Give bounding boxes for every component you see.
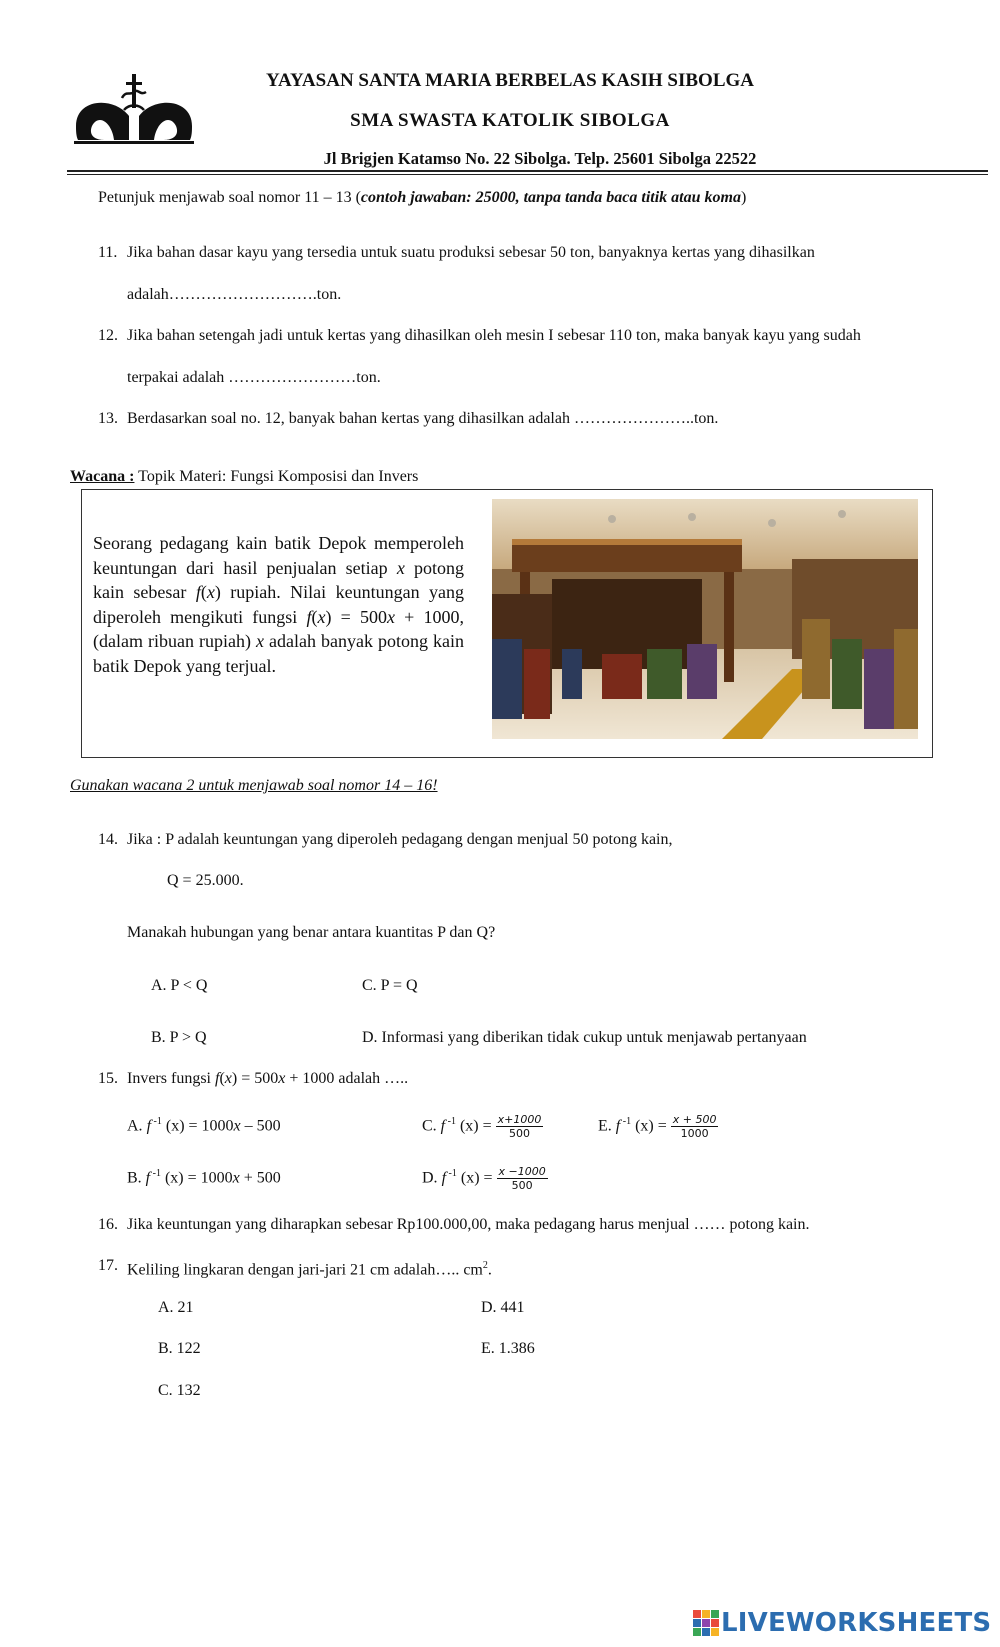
question-15-option-e[interactable]: E. f $^{-1}$ (x) = $\frac{x + 500}{1000}$ <box>598 1113 717 1141</box>
fraction: $\frac{x+1000}{500}$ <box>497 1113 542 1141</box>
question-14-q-value: Q = 25.000. <box>167 872 244 889</box>
fraction: $\frac{x + 500}{1000}$ <box>672 1113 717 1141</box>
liveworksheets-icon <box>693 1610 719 1636</box>
question-14-ask: Manakah hubungan yang benar antara kuantitas P dan Q? <box>127 924 496 941</box>
question-14-option-c[interactable]: C. P = Q <box>362 977 418 994</box>
question-15-option-b[interactable]: B. f $^{-1}$ (x) = 1000x + 500 <box>127 1168 281 1187</box>
question-12-answer-line[interactable]: terpakai adalah ……………………ton. <box>127 369 381 386</box>
wacana-instruction: Gunakan wacana 2 untuk menjawab soal nomor 14 – 16! <box>70 777 438 794</box>
batik-store-photo <box>492 499 918 739</box>
question-13-number: 13. <box>98 410 118 427</box>
header-divider <box>67 170 988 172</box>
question-17-number: 17. <box>98 1257 118 1274</box>
question-14-option-a[interactable]: A. P < Q <box>151 977 208 994</box>
question-14-option-b[interactable]: B. P > Q <box>151 1029 207 1046</box>
question-11-text: Jika bahan dasar kayu yang tersedia untuk suatu produksi sebesar 50 ton, banyaknya kertas yang dihasilkan <box>127 244 815 261</box>
question-15-text: Invers fungsi f(x) = 500x + 1000 adalah ….. <box>127 1070 409 1087</box>
question-14-number: 14. <box>98 831 118 848</box>
question-11-number: 11. <box>98 244 118 261</box>
question-15-option-a[interactable]: A. f $^{-1}$ (x) = 1000x – 500 <box>127 1116 281 1135</box>
school-logo <box>74 68 194 148</box>
question-17-option-b[interactable]: B. 122 <box>158 1340 201 1357</box>
question-17-option-c[interactable]: C. 132 <box>158 1382 201 1399</box>
question-13-text[interactable]: Berdasarkan soal no. 12, banyak bahan kertas yang dihasilkan adalah …………………..ton. <box>127 410 719 427</box>
question-17-option-e[interactable]: E. 1.386 <box>481 1340 535 1357</box>
header-school-name: SMA SWASTA KATOLIK SIBOLGA <box>350 110 670 131</box>
question-16-number: 16. <box>98 1216 118 1233</box>
question-15-option-c[interactable]: C. f $^{-1}$ (x) = $\frac{x+1000}{500}$ <box>422 1113 542 1141</box>
wacana-heading: Wacana : Topik Materi: Fungsi Komposisi dan Invers <box>70 468 419 485</box>
question-17-option-a[interactable]: A. 21 <box>158 1299 194 1316</box>
header-divider-thin <box>67 174 988 175</box>
question-14-text: Jika : P adalah keuntungan yang diperoleh pedagang dengan menjual 50 potong kain, <box>127 831 673 848</box>
question-14-option-d[interactable]: D. Informasi yang diberikan tidak cukup untuk menjawab pertanyaan <box>362 1029 807 1046</box>
question-15-option-d[interactable]: D. f $^{-1}$ (x) = $\frac{x -1000}{500}$ <box>422 1165 546 1193</box>
question-17-text: Keliling lingkaran dengan jari-jari 21 cm adalah….. $cm^2$. <box>127 1260 492 1279</box>
header-address: Jl Brigjen Katamso No. 22 Sibolga. Telp. 25601 Sibolga 22522 <box>323 149 757 168</box>
liveworksheets-logo <box>693 1606 991 1640</box>
question-12-text: Jika bahan setengah jadi untuk kertas yang dihasilkan oleh mesin I sebesar 110 ton, maka banyak kayu yang sudah <box>127 327 861 344</box>
question-15-number: 15. <box>98 1070 118 1087</box>
question-12-number: 12. <box>98 327 118 344</box>
question-17-option-d[interactable]: D. 441 <box>481 1299 525 1316</box>
passage-text: Seorang pedagang kain batik Depok memperoleh keuntungan dari hasil penjualan setiap x potong kain sebesar f(x) rupiah. Nilai keuntungan yang diperoleh mengikuti fungsi f(x) = 500x + 1000, (dalam ribuan rupiah) x adalah banyak potong kain batik Depok yang terjual. <box>93 533 464 676</box>
instructions: Petunjuk menjawab soal nomor 11 – 13 (contoh jawaban: 25000, tanpa tanda baca titik atau koma) <box>98 189 747 206</box>
question-16-text[interactable]: Jika keuntungan yang diharapkan sebesar Rp100.000,00, maka pedagang harus menjual …… potong kain. <box>127 1216 810 1233</box>
fraction: $\frac{x -1000}{500}$ <box>498 1165 546 1193</box>
liveworksheets-wordmark: LIVEWORKSHEETS <box>721 1608 992 1638</box>
header-foundation-name: YAYASAN SANTA MARIA BERBELAS KASIH SIBOLGA <box>266 70 754 91</box>
question-11-answer-line[interactable]: adalah……………………….ton. <box>127 286 342 303</box>
